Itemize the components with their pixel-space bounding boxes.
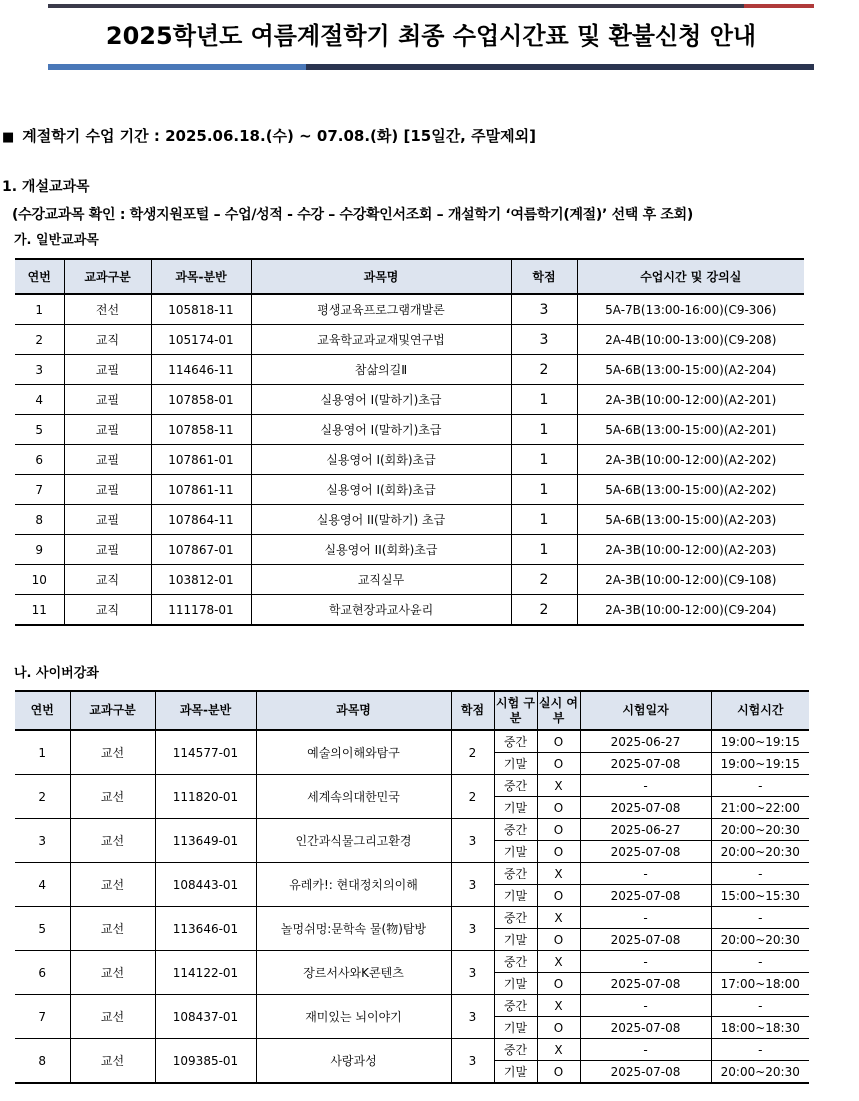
table-cell: - bbox=[580, 863, 711, 885]
table-cell: 교선 bbox=[70, 1039, 155, 1084]
table-cell: 3 bbox=[15, 819, 70, 863]
title-bottom-rule-accent bbox=[48, 64, 306, 70]
table-cell: - bbox=[580, 907, 711, 929]
table-cell: 2A-3B(10:00-12:00)(A2-202) bbox=[577, 445, 804, 475]
table-cell: 111178-01 bbox=[151, 595, 251, 626]
table-cell: 실용영어 I(회화)초급 bbox=[251, 475, 511, 505]
table-cell: 2 bbox=[511, 595, 577, 626]
title-top-rule bbox=[48, 4, 814, 8]
table-cell: 2 bbox=[15, 325, 64, 355]
table-cell: O bbox=[537, 841, 580, 863]
table-cell: 114577-01 bbox=[155, 730, 256, 775]
table-cell: 기말 bbox=[494, 973, 537, 995]
column-header: 교과구분 bbox=[64, 259, 151, 294]
table-cell: 5A-6B(13:00-15:00)(A2-203) bbox=[577, 505, 804, 535]
course-check-note: (수강교과목 확인 : 학생지원포털 – 수업/성적 - 수강 – 수강확인서조회 – 개설학기 ‘여름학기(계절)’ 선택 후 조회) bbox=[12, 207, 693, 223]
table-cell: 교필 bbox=[64, 445, 151, 475]
table-cell: 105174-01 bbox=[151, 325, 251, 355]
table-row bbox=[15, 907, 809, 929]
subsection-title-cyber: 나. 사이버강좌 bbox=[14, 666, 99, 681]
table-cell: 참삶의길Ⅱ bbox=[251, 355, 511, 385]
table-cell: 실용영어 II(회화)초급 bbox=[251, 535, 511, 565]
table-cell: 3 bbox=[15, 355, 64, 385]
table-cell: 교선 bbox=[70, 951, 155, 995]
page-title: 2025학년도 여름계절학기 최종 수업시간표 및 환불신청 안내 bbox=[105, 22, 757, 50]
table-cell: 8 bbox=[15, 505, 64, 535]
table-cell: 기말 bbox=[494, 929, 537, 951]
table-cell: 20:00~20:30 bbox=[711, 929, 809, 951]
table-cell: 2 bbox=[451, 775, 494, 819]
table-cell: 교직 bbox=[64, 565, 151, 595]
table-cell: 105818-11 bbox=[151, 294, 251, 325]
table-cell: 교필 bbox=[64, 415, 151, 445]
subsection-title-general: 가. 일반교과목 bbox=[14, 233, 99, 248]
table-cell: 2 bbox=[15, 775, 70, 819]
table-cell: 6 bbox=[15, 951, 70, 995]
table-cell: O bbox=[537, 1061, 580, 1084]
table-cell: 5A-6B(13:00-15:00)(A2-201) bbox=[577, 415, 804, 445]
table-cell: 예술의이해와탐구 bbox=[256, 730, 451, 775]
table-cell: 18:00~18:30 bbox=[711, 1017, 809, 1039]
table-cell: 중간 bbox=[494, 819, 537, 841]
table-cell: 20:00~20:30 bbox=[711, 819, 809, 841]
table-cell: 교필 bbox=[64, 355, 151, 385]
table-cell: 2025-07-08 bbox=[580, 929, 711, 951]
title-top-rule-accent bbox=[744, 4, 814, 8]
table-cell: 114646-11 bbox=[151, 355, 251, 385]
table-cell: 3 bbox=[451, 995, 494, 1039]
table-cell: 1 bbox=[511, 475, 577, 505]
table-row bbox=[15, 294, 804, 325]
table-cell: 103812-01 bbox=[151, 565, 251, 595]
table-cell: 107861-11 bbox=[151, 475, 251, 505]
table-cell: 교필 bbox=[64, 475, 151, 505]
table-cell: 107858-11 bbox=[151, 415, 251, 445]
table-row bbox=[15, 385, 804, 415]
table-cell: 중간 bbox=[494, 863, 537, 885]
table-header-row bbox=[15, 691, 809, 730]
column-header: 수업시간 및 강의실 bbox=[577, 259, 804, 294]
table-cell: - bbox=[711, 951, 809, 973]
table-cell: 1 bbox=[511, 535, 577, 565]
table-cell: 2025-07-08 bbox=[580, 841, 711, 863]
table-cell: 2A-3B(10:00-12:00)(A2-203) bbox=[577, 535, 804, 565]
course-period-text: 계절학기 수업 기간 : 2025.06.18.(수) ~ 07.08.(화) [15일간, 주말제외] bbox=[22, 127, 536, 145]
table-row bbox=[15, 863, 809, 885]
table-row bbox=[15, 445, 804, 475]
table-cell: O bbox=[537, 819, 580, 841]
table-cell: 9 bbox=[15, 535, 64, 565]
column-header: 과목-분반 bbox=[155, 691, 256, 730]
table-row bbox=[15, 951, 809, 973]
table-cell: - bbox=[711, 1039, 809, 1061]
table-cell: 19:00~19:15 bbox=[711, 753, 809, 775]
title-bottom-rule bbox=[48, 64, 814, 70]
table-row bbox=[15, 325, 804, 355]
column-header: 시험 구분 bbox=[494, 691, 537, 730]
table-cell: 중간 bbox=[494, 951, 537, 973]
table-cell: 기말 bbox=[494, 885, 537, 907]
table-cell: 중간 bbox=[494, 1039, 537, 1061]
column-header: 과목명 bbox=[256, 691, 451, 730]
table-cell: 실용영어 II(말하기) 초급 bbox=[251, 505, 511, 535]
column-header: 시험일자 bbox=[580, 691, 711, 730]
table-row bbox=[15, 775, 809, 797]
table-cell: 7 bbox=[15, 995, 70, 1039]
table-cell: X bbox=[537, 863, 580, 885]
table-cell: - bbox=[580, 995, 711, 1017]
table-cell: O bbox=[537, 885, 580, 907]
table-cell: - bbox=[711, 863, 809, 885]
table-cell: - bbox=[711, 775, 809, 797]
table-cell: X bbox=[537, 1039, 580, 1061]
table-cell: 3 bbox=[451, 1039, 494, 1084]
table-cell: 교선 bbox=[70, 819, 155, 863]
table-cell: - bbox=[580, 775, 711, 797]
table-cell: 5A-6B(13:00-15:00)(A2-204) bbox=[577, 355, 804, 385]
table-row bbox=[15, 730, 809, 753]
table-cell: 4 bbox=[15, 385, 64, 415]
table-cell: 중간 bbox=[494, 907, 537, 929]
table-cell: 교직실무 bbox=[251, 565, 511, 595]
table-cell: 3 bbox=[451, 951, 494, 995]
table-cell: 108437-01 bbox=[155, 995, 256, 1039]
table-cell: O bbox=[537, 730, 580, 753]
table-cell: X bbox=[537, 995, 580, 1017]
table-cell: 2025-06-27 bbox=[580, 730, 711, 753]
table-cell: 111820-01 bbox=[155, 775, 256, 819]
table-cell: 재미있는 뇌이야기 bbox=[256, 995, 451, 1039]
table-cell: 2025-07-08 bbox=[580, 1061, 711, 1084]
table-row bbox=[15, 565, 804, 595]
table-cell: 2A-3B(10:00-12:00)(C9-204) bbox=[577, 595, 804, 626]
table-cell: 2A-3B(10:00-12:00)(A2-201) bbox=[577, 385, 804, 415]
table-row bbox=[15, 475, 804, 505]
table-cell: 5 bbox=[15, 907, 70, 951]
table-row bbox=[15, 1039, 809, 1061]
table-cell: 교선 bbox=[70, 730, 155, 775]
column-header: 학점 bbox=[511, 259, 577, 294]
table-row bbox=[15, 819, 809, 841]
table-cell: 기말 bbox=[494, 1061, 537, 1084]
table-cell: 사랑과성 bbox=[256, 1039, 451, 1084]
table-cell: 중간 bbox=[494, 730, 537, 753]
table-cell: 2025-07-08 bbox=[580, 973, 711, 995]
table-cell: 113646-01 bbox=[155, 907, 256, 951]
table-cell: 기말 bbox=[494, 1017, 537, 1039]
table-cell: 10 bbox=[15, 565, 64, 595]
column-header: 연번 bbox=[15, 691, 70, 730]
table-cell: 2 bbox=[511, 355, 577, 385]
table-cell: 교선 bbox=[70, 907, 155, 951]
table-cell: 3 bbox=[451, 907, 494, 951]
table-cell: 20:00~20:30 bbox=[711, 841, 809, 863]
table-cell: 107864-11 bbox=[151, 505, 251, 535]
table-cell: 107858-01 bbox=[151, 385, 251, 415]
table-cell: 7 bbox=[15, 475, 64, 505]
table-cell: 실용영어 I(회화)초급 bbox=[251, 445, 511, 475]
table-cell: - bbox=[580, 1039, 711, 1061]
table-row bbox=[15, 995, 809, 1017]
table-cell: 기말 bbox=[494, 797, 537, 819]
table-cell: 놀멍쉬멍:문학속 물(物)탐방 bbox=[256, 907, 451, 951]
table-cell: 인간과식물그리고환경 bbox=[256, 819, 451, 863]
square-bullet-icon: ■ bbox=[2, 130, 15, 145]
table-cell: 8 bbox=[15, 1039, 70, 1084]
table-cell: - bbox=[711, 995, 809, 1017]
table-cell: 3 bbox=[511, 294, 577, 325]
table-cell: 중간 bbox=[494, 775, 537, 797]
table-cell: 교선 bbox=[70, 995, 155, 1039]
table-cell: 2 bbox=[511, 565, 577, 595]
table-cell: 교선 bbox=[70, 863, 155, 907]
table-cell: O bbox=[537, 753, 580, 775]
table-cell: 교직 bbox=[64, 595, 151, 626]
table-cell: O bbox=[537, 929, 580, 951]
column-header: 학점 bbox=[451, 691, 494, 730]
table-cell: 113649-01 bbox=[155, 819, 256, 863]
table-cell: 1 bbox=[511, 505, 577, 535]
table-row bbox=[15, 415, 804, 445]
table-cell: 1 bbox=[15, 730, 70, 775]
table-cell: O bbox=[537, 1017, 580, 1039]
table-cell: 교필 bbox=[64, 535, 151, 565]
table-header-row bbox=[15, 259, 804, 294]
table-cell: 2025-07-08 bbox=[580, 797, 711, 819]
table-row bbox=[15, 535, 804, 565]
table-cell: 108443-01 bbox=[155, 863, 256, 907]
table-cell: 1 bbox=[511, 385, 577, 415]
table-cell: 17:00~18:00 bbox=[711, 973, 809, 995]
table-cell: 20:00~20:30 bbox=[711, 1061, 809, 1084]
table-cell: - bbox=[580, 951, 711, 973]
table-cell: 유레카!: 현대정치의이해 bbox=[256, 863, 451, 907]
table-cell: X bbox=[537, 951, 580, 973]
table-cell: 107867-01 bbox=[151, 535, 251, 565]
table-cell: 교필 bbox=[64, 385, 151, 415]
table-cell: 11 bbox=[15, 595, 64, 626]
table-cell: O bbox=[537, 797, 580, 819]
table-cell: 전선 bbox=[64, 294, 151, 325]
table-cell: 중간 bbox=[494, 995, 537, 1017]
table-cell: 2025-07-08 bbox=[580, 885, 711, 907]
table-cell: 1 bbox=[511, 415, 577, 445]
table-cell: 21:00~22:00 bbox=[711, 797, 809, 819]
table-cell: 2025-07-08 bbox=[580, 753, 711, 775]
table-cell: 학교현장과교사윤리 bbox=[251, 595, 511, 626]
table-row bbox=[15, 595, 804, 626]
table-cell: 109385-01 bbox=[155, 1039, 256, 1084]
table-cell: 교필 bbox=[64, 505, 151, 535]
table-cell: O bbox=[537, 973, 580, 995]
table-cell: 평생교육프로그램개발론 bbox=[251, 294, 511, 325]
table-cell: 기말 bbox=[494, 841, 537, 863]
table-cell: 교육학교과교재및연구법 bbox=[251, 325, 511, 355]
table-row bbox=[15, 505, 804, 535]
table-cell: 107861-01 bbox=[151, 445, 251, 475]
table-cell: X bbox=[537, 907, 580, 929]
table-cell: 5A-7B(13:00-16:00)(C9-306) bbox=[577, 294, 804, 325]
table-cell: 2A-3B(10:00-12:00)(C9-108) bbox=[577, 565, 804, 595]
section-title-courses: 1. 개설교과목 bbox=[2, 179, 90, 195]
column-header: 과목-분반 bbox=[151, 259, 251, 294]
table-cell: 실용영어 I(말하기)초급 bbox=[251, 385, 511, 415]
table-cell: 실용영어 I(말하기)초급 bbox=[251, 415, 511, 445]
table-cell: 19:00~19:15 bbox=[711, 730, 809, 753]
table-cell: 2 bbox=[451, 730, 494, 775]
table-cell: 5 bbox=[15, 415, 64, 445]
table-cell: 3 bbox=[451, 863, 494, 907]
table-cell: 장르서사와K콘텐츠 bbox=[256, 951, 451, 995]
general-courses-table bbox=[15, 258, 804, 626]
table-cell: 5A-6B(13:00-15:00)(A2-202) bbox=[577, 475, 804, 505]
column-header: 실시 여부 bbox=[537, 691, 580, 730]
table-cell: 2025-06-27 bbox=[580, 819, 711, 841]
table-cell: 2025-07-08 bbox=[580, 1017, 711, 1039]
table-cell: 15:00~15:30 bbox=[711, 885, 809, 907]
table-cell: 2A-4B(10:00-13:00)(C9-208) bbox=[577, 325, 804, 355]
table-cell: 1 bbox=[511, 445, 577, 475]
table-row bbox=[15, 355, 804, 385]
table-cell: 교선 bbox=[70, 775, 155, 819]
table-cell: 3 bbox=[451, 819, 494, 863]
cyber-courses-table bbox=[15, 690, 809, 1084]
table-cell: 3 bbox=[511, 325, 577, 355]
table-cell: 6 bbox=[15, 445, 64, 475]
table-cell: X bbox=[537, 775, 580, 797]
course-period bbox=[2, 124, 536, 150]
column-header: 과목명 bbox=[251, 259, 511, 294]
column-header: 연번 bbox=[15, 259, 64, 294]
table-cell: 1 bbox=[15, 294, 64, 325]
column-header: 시험시간 bbox=[711, 691, 809, 730]
table-cell: 114122-01 bbox=[155, 951, 256, 995]
table-cell: 4 bbox=[15, 863, 70, 907]
table-cell: 기말 bbox=[494, 753, 537, 775]
table-cell: - bbox=[711, 907, 809, 929]
table-cell: 세계속의대한민국 bbox=[256, 775, 451, 819]
table-cell: 교직 bbox=[64, 325, 151, 355]
column-header: 교과구분 bbox=[70, 691, 155, 730]
